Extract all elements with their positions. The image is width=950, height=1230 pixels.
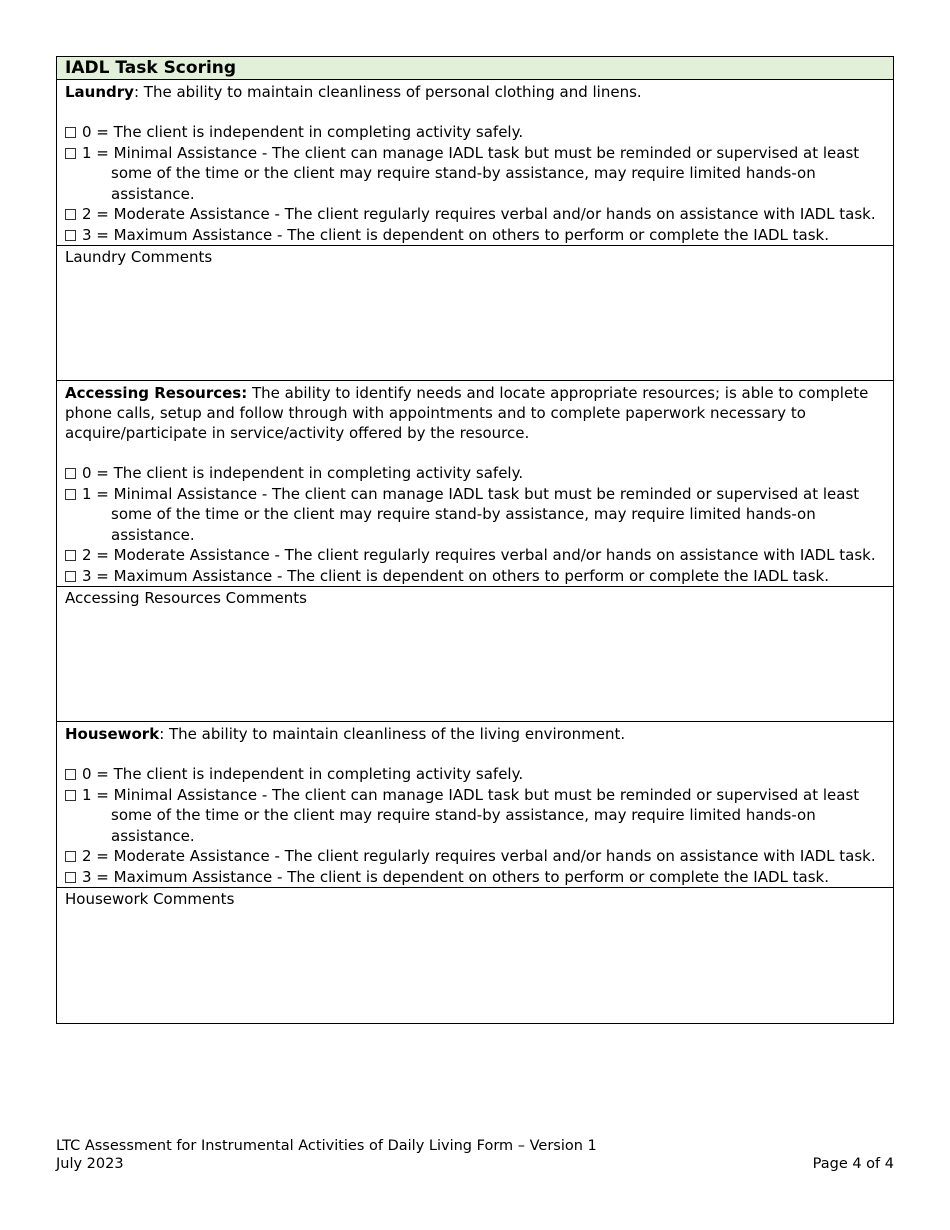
score-option-0[interactable]: [65, 764, 885, 785]
checkbox-icon[interactable]: [65, 468, 76, 479]
score-option-3[interactable]: [65, 867, 885, 888]
score-option-1[interactable]: [65, 785, 885, 847]
checkbox-icon[interactable]: [65, 790, 76, 801]
comment-label: Accessing Resources Comments: [65, 589, 307, 607]
option-label: 3 = Maximum Assistance - The client is dependent on others to perform or complete the IADL task.: [82, 867, 830, 886]
checkbox-icon[interactable]: [65, 851, 76, 862]
iadl-task-scoring-table: [56, 56, 894, 1024]
score-option-2[interactable]: [65, 204, 885, 225]
option-label: 3 = Maximum Assistance - The client is dependent on others to perform or complete the IADL task.: [82, 566, 830, 585]
task-laundry: [57, 80, 893, 246]
task-description-text: : The ability to maintain cleanliness of the living environment.: [159, 725, 626, 743]
housework-comments-field[interactable]: [57, 888, 893, 1023]
option-label: 0 = The client is independent in completing activity safely.: [82, 464, 524, 482]
task-description: [65, 383, 885, 443]
task-accessing-resources: [57, 381, 893, 587]
comment-label: Laundry Comments: [65, 248, 213, 266]
task-housework: [57, 722, 893, 888]
option-label: 0 = The client is independent in completing activity safely.: [82, 765, 524, 783]
score-option-1[interactable]: [65, 143, 885, 205]
accessing-resources-comments-field[interactable]: [57, 587, 893, 722]
task-name: Laundry: [65, 83, 134, 101]
checkbox-icon[interactable]: [65, 550, 76, 561]
score-option-2[interactable]: [65, 545, 885, 566]
option-label: 1 = Minimal Assistance - The client can manage IADL task but must be reminded or supervised at least some of the time or the client may require stand-by assistance, may require limited hands-on assistance.: [82, 484, 860, 544]
task-description: [65, 724, 885, 744]
task-name: Accessing Resources:: [65, 384, 248, 402]
footer-form-title: LTC Assessment for Instrumental Activities of Daily Living Form – Version 1: [56, 1138, 597, 1154]
score-option-1[interactable]: [65, 484, 885, 546]
option-label: 3 = Maximum Assistance - The client is dependent on others to perform or complete the IADL task.: [82, 225, 830, 244]
checkbox-icon[interactable]: [65, 571, 76, 582]
score-option-2[interactable]: [65, 846, 885, 867]
task-description-text: The ability to identify needs and locate appropriate resources; is able to complete phone calls, setup and follow through with appointments and to complete paperwork necessary to acquire/participate in service/activity offered by the resource.: [65, 384, 869, 442]
laundry-comments-field[interactable]: [57, 246, 893, 381]
checkbox-icon[interactable]: [65, 148, 76, 159]
option-label: 0 = The client is independent in completing activity safely.: [82, 123, 524, 141]
task-description: [65, 82, 885, 102]
score-option-3[interactable]: [65, 566, 885, 587]
checkbox-icon[interactable]: [65, 872, 76, 883]
option-label: 1 = Minimal Assistance - The client can manage IADL task but must be reminded or supervised at least some of the time or the client may require stand-by assistance, may require limited hands-on assistance.: [82, 143, 860, 203]
comment-label: Housework Comments: [65, 890, 235, 908]
option-label: 2 = Moderate Assistance - The client regularly requires verbal and/or hands on assistance with IADL task.: [82, 205, 876, 223]
table-header: IADL Task Scoring: [57, 57, 893, 80]
checkbox-icon[interactable]: [65, 209, 76, 220]
page-footer: [56, 1137, 894, 1173]
page-number: Page 4 of 4: [812, 1156, 894, 1172]
score-option-0[interactable]: [65, 122, 885, 143]
score-option-3[interactable]: [65, 225, 885, 246]
option-label: 2 = Moderate Assistance - The client regularly requires verbal and/or hands on assistance with IADL task.: [82, 546, 876, 564]
footer-date: July 2023: [56, 1156, 124, 1172]
checkbox-icon[interactable]: [65, 769, 76, 780]
option-label: 2 = Moderate Assistance - The client regularly requires verbal and/or hands on assistance with IADL task.: [82, 847, 876, 865]
checkbox-icon[interactable]: [65, 127, 76, 138]
score-option-0[interactable]: [65, 463, 885, 484]
checkbox-icon[interactable]: [65, 230, 76, 241]
task-name: Housework: [65, 725, 160, 743]
checkbox-icon[interactable]: [65, 489, 76, 500]
option-label: 1 = Minimal Assistance - The client can manage IADL task but must be reminded or supervised at least some of the time or the client may require stand-by assistance, may require limited hands-on assistance.: [82, 785, 860, 845]
task-description-text: : The ability to maintain cleanliness of personal clothing and linens.: [133, 83, 642, 101]
